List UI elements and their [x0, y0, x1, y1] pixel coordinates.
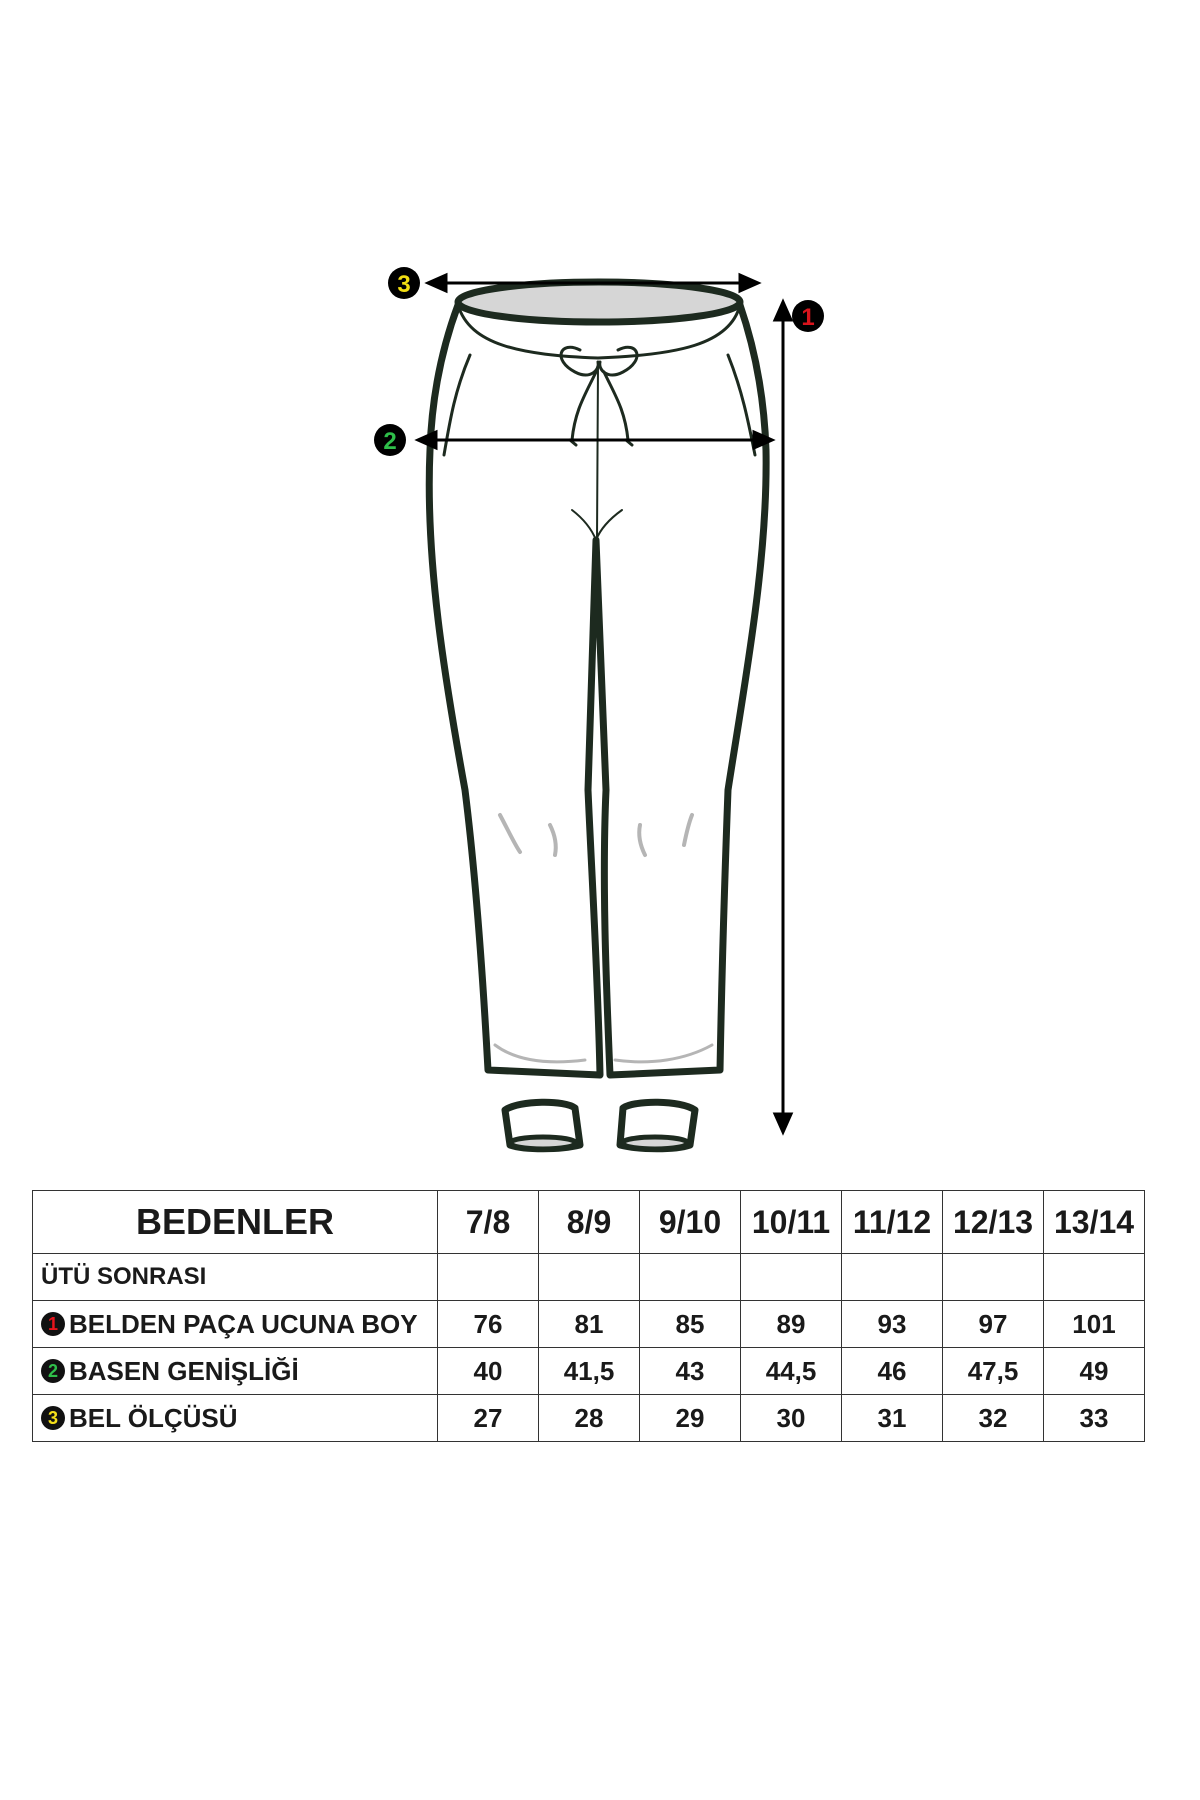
row-label-text: BASEN GENİŞLİĞİ	[69, 1355, 299, 1386]
marker-1-icon: 1	[41, 1312, 65, 1336]
marker-2-badge	[374, 424, 406, 456]
table-cell: 44,5	[741, 1348, 842, 1395]
empty-cell	[640, 1254, 741, 1301]
table-header-row	[33, 1191, 1145, 1254]
marker-3-badge	[388, 267, 420, 299]
waistband-opening	[458, 282, 740, 322]
empty-cell	[438, 1254, 539, 1301]
size-header: 8/9	[539, 1191, 640, 1254]
table-cell: 97	[943, 1301, 1044, 1348]
table-cell: 31	[842, 1395, 943, 1442]
empty-cell	[539, 1254, 640, 1301]
table-cell: 81	[539, 1301, 640, 1348]
table-cell: 85	[640, 1301, 741, 1348]
row-label	[33, 1395, 438, 1442]
marker-2-icon: 2	[41, 1359, 65, 1383]
size-header: 13/14	[1044, 1191, 1145, 1254]
table-cell: 93	[842, 1301, 943, 1348]
table-cell: 27	[438, 1395, 539, 1442]
table-cell: 41,5	[539, 1348, 640, 1395]
empty-cell	[943, 1254, 1044, 1301]
size-chart-table	[32, 1190, 1145, 1442]
table-cell: 89	[741, 1301, 842, 1348]
table-cell: 32	[943, 1395, 1044, 1442]
table-row	[33, 1395, 1145, 1442]
table-cell: 101	[1044, 1301, 1145, 1348]
row-label	[33, 1301, 438, 1348]
svg-text:2: 2	[383, 428, 397, 455]
jogger-pants-illustration	[429, 282, 766, 1149]
table-cell: 29	[640, 1395, 741, 1442]
size-header: 9/10	[640, 1191, 741, 1254]
svg-text:1: 1	[801, 304, 815, 331]
svg-text:3: 3	[397, 271, 411, 298]
size-header: 12/13	[943, 1191, 1044, 1254]
table-cell: 30	[741, 1395, 842, 1442]
table-subheader-row	[33, 1254, 1145, 1301]
table-cell: 76	[438, 1301, 539, 1348]
table-cell: 40	[438, 1348, 539, 1395]
header-label: BEDENLER	[33, 1191, 438, 1254]
table-cell: 28	[539, 1395, 640, 1442]
row-label-text: BEL ÖLÇÜSÜ	[69, 1402, 238, 1433]
table-cell: 47,5	[943, 1348, 1044, 1395]
marker-3-icon: 3	[41, 1406, 65, 1430]
table-cell: 43	[640, 1348, 741, 1395]
row-label-text: BELDEN PAÇA UCUNA BOY	[69, 1308, 418, 1339]
subheader-label: ÜTÜ SONRASI	[33, 1254, 438, 1301]
table-cell: 33	[1044, 1395, 1145, 1442]
size-header: 10/11	[741, 1191, 842, 1254]
empty-cell	[741, 1254, 842, 1301]
marker-1-badge	[792, 300, 824, 332]
table-row	[33, 1348, 1145, 1395]
size-header: 7/8	[438, 1191, 539, 1254]
row-label	[33, 1348, 438, 1395]
table-cell: 49	[1044, 1348, 1145, 1395]
length-arrow	[775, 302, 791, 1132]
empty-cell	[842, 1254, 943, 1301]
table-cell: 46	[842, 1348, 943, 1395]
table-row	[33, 1301, 1145, 1348]
empty-cell	[1044, 1254, 1145, 1301]
size-header: 11/12	[842, 1191, 943, 1254]
